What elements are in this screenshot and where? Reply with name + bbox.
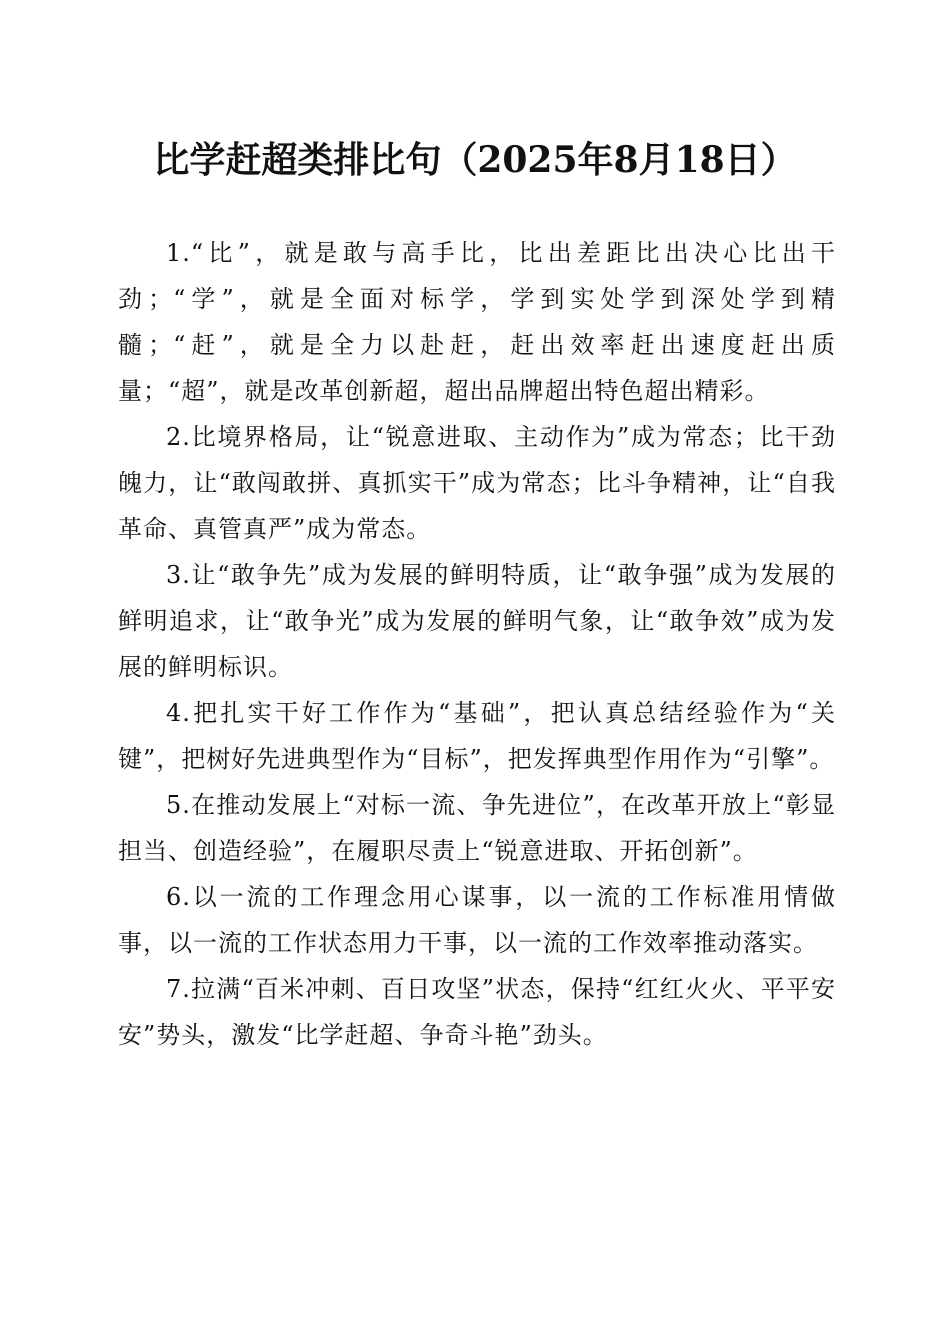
paragraph-3: 3.让“敢争先”成为发展的鲜明特质，让“敢争强”成为发展的鲜明追求，让“敢争光”成为发展的鲜明气象，让“敢争效”成为发展的鲜明标识。 (118, 561, 836, 681)
document-title: 比学赶超类排比句（2025年8月18日） (153, 139, 797, 181)
paragraph-4: 4.把扎实干好工作作为“基础”，把认真总结经验作为“关键”，把树好先进典型作为“目标”，把发挥典型作用作为“引擎”。 (118, 699, 836, 773)
paragraph-2: 2.比境界格局，让“锐意进取、主动作为”成为常态；比干劲魄力，让“敢闯敢拼、真抓实干”成为常态；比斗争精神，让“自我革命、真管真严”成为常态。 (118, 423, 836, 543)
document-body (118, 230, 836, 1058)
paragraph-6: 6.以一流的工作理念用心谋事，以一流的工作标准用情做事，以一流的工作状态用力干事，以一流的工作效率推动落实。 (118, 883, 836, 957)
paragraph-5: 5.在推动发展上“对标一流、争先进位”，在改革开放上“彰显担当、创造经验”，在履职尽责上“锐意进取、开拓创新”。 (118, 791, 836, 865)
paragraph-7: 7.拉满“百米冲刺、百日攻坚”状态，保持“红红火火、平平安安”势头，激发“比学赶超、争奇斗艳”劲头。 (118, 975, 836, 1049)
paragraph-1: 1.“比”，就是敢与高手比，比出差距比出决心比出干劲；“学”，就是全面对标学，学到实处学到深处学到精髓；“赶”，就是全力以赴赶，赶出效率赶出速度赶出质量；“超”，就是改革创新超，超出品牌超出特色超出精彩。 (118, 239, 836, 405)
